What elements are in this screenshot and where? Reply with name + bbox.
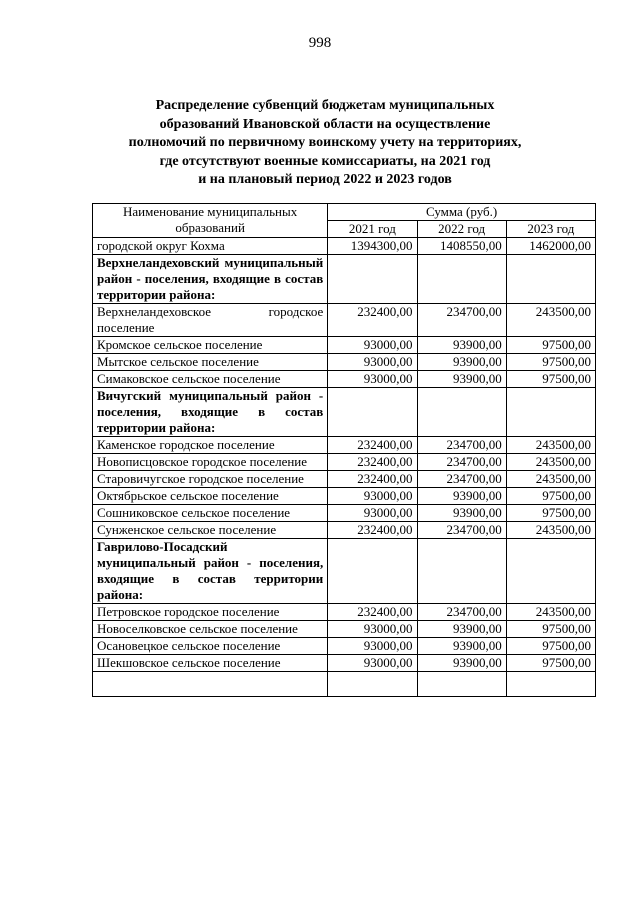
row-name: Симаковское сельское поселение [93,371,328,388]
table-row [93,371,596,388]
value-2021: 232400,00 [328,304,417,337]
value-2021: 93000,00 [328,655,417,672]
section-row [93,255,596,304]
header-year-2022: 2022 год [417,221,506,238]
section-name: Вичугский муниципальный район - поселения, входящие в состав территории района: [93,388,328,437]
row-name: Сунженское сельское поселение [93,522,328,539]
value-2021: 93000,00 [328,337,417,354]
table-row-empty [93,672,596,697]
value-2023: 97500,00 [506,655,595,672]
value-2022: 234700,00 [417,304,506,337]
value-2023: 1462000,00 [506,238,595,255]
empty-cell [506,672,595,697]
row-name: Новоселковское сельское поселение [93,621,328,638]
value-2021: 93000,00 [328,488,417,505]
value-2022: 234700,00 [417,454,506,471]
row-name: Осановецкое сельское поселение [93,638,328,655]
row-name: Старовичугское городское поселение [93,471,328,488]
value-2023: 243500,00 [506,304,595,337]
row-name: Петровское городское поселение [93,604,328,621]
value-2023: 97500,00 [506,354,595,371]
value-2022: 234700,00 [417,522,506,539]
value-2022: 93900,00 [417,354,506,371]
row-name: Верхнеландеховское городское поселение [93,304,328,337]
value-2021: 232400,00 [328,454,417,471]
value-2022: 93900,00 [417,505,506,522]
value-2022: 93900,00 [417,621,506,638]
page-number: 998 [308,35,332,51]
header-year-2023: 2023 год [506,221,595,238]
row-name: Октябрьское сельское поселение [93,488,328,505]
value-2021: 232400,00 [328,471,417,488]
value-2021: 232400,00 [328,437,417,454]
table-row [93,337,596,354]
value-2021 [328,255,417,304]
table-row [93,522,596,539]
table-row [93,604,596,621]
row-name: Сошниковское сельское поселение [93,505,328,522]
header-year-2021: 2021 год [328,221,417,238]
value-2021: 93000,00 [328,354,417,371]
value-2022: 234700,00 [417,471,506,488]
value-2023: 97500,00 [506,505,595,522]
table-header-row [93,204,596,221]
value-2022: 93900,00 [417,371,506,388]
document-title [120,97,530,190]
row-name: Каменское городское поселение [93,437,328,454]
value-2022: 234700,00 [417,604,506,621]
value-2023: 97500,00 [506,621,595,638]
table-row [93,655,596,672]
title-line: полномочий по первичному воинскому учету на территориях, [128,135,522,150]
empty-cell [417,672,506,697]
value-2023: 97500,00 [506,638,595,655]
value-2022: 93900,00 [417,488,506,505]
table-row [93,505,596,522]
value-2023: 97500,00 [506,488,595,505]
value-2021: 232400,00 [328,522,417,539]
table-row [93,638,596,655]
value-2022: 93900,00 [417,655,506,672]
table-row [93,471,596,488]
table-row [93,238,596,255]
title-line: Распределение субвенций бюджетам муниципальных [155,98,495,113]
value-2021: 93000,00 [328,621,417,638]
value-2022: 1408550,00 [417,238,506,255]
value-2022 [417,539,506,604]
value-2023: 97500,00 [506,371,595,388]
value-2021: 232400,00 [328,604,417,621]
value-2023 [506,255,595,304]
value-2023: 243500,00 [506,454,595,471]
value-2022 [417,388,506,437]
table-row [93,304,596,337]
value-2021: 93000,00 [328,505,417,522]
row-name: Мытское сельское поселение [93,354,328,371]
value-2023: 243500,00 [506,437,595,454]
row-name: Шекшовское сельское поселение [93,655,328,672]
row-name: городской округ Кохма [93,238,328,255]
value-2023 [506,388,595,437]
table-row [93,354,596,371]
value-2022: 93900,00 [417,638,506,655]
header-sum-cell: Сумма (руб.) [328,204,596,221]
section-row [93,388,596,437]
section-name: Гаврилово-Посадский муниципальный район - поселения, входящие в состав территории района: [93,539,328,604]
table-row [93,621,596,638]
value-2023: 243500,00 [506,471,595,488]
value-2023: 97500,00 [506,337,595,354]
section-name: Верхнеландеховский муниципальный район - поселения, входящие в состав территории района: [93,255,328,304]
value-2023: 243500,00 [506,522,595,539]
value-2021: 1394300,00 [328,238,417,255]
empty-cell [328,672,417,697]
row-name: Новописцовское городское поселение [93,454,328,471]
table-row [93,488,596,505]
value-2021: 93000,00 [328,638,417,655]
title-line: где отсутствуют военные комиссариаты, на 2021 год [159,153,491,169]
section-row [93,539,596,604]
row-name: Кромское сельское поселение [93,337,328,354]
empty-cell [93,672,328,697]
title-line: и на плановый период 2022 и 2023 годов [198,172,452,187]
value-2021: 93000,00 [328,371,417,388]
table-row [93,454,596,471]
value-2022: 234700,00 [417,437,506,454]
header-name-cell: Наименование муниципальных образований [93,204,328,238]
value-2023 [506,539,595,604]
value-2021 [328,539,417,604]
value-2022: 93900,00 [417,337,506,354]
table-row [93,437,596,454]
title-line: образований Ивановской области на осуществление [159,116,491,132]
value-2022 [417,255,506,304]
subvention-table [92,203,596,697]
value-2021 [328,388,417,437]
value-2023: 243500,00 [506,604,595,621]
